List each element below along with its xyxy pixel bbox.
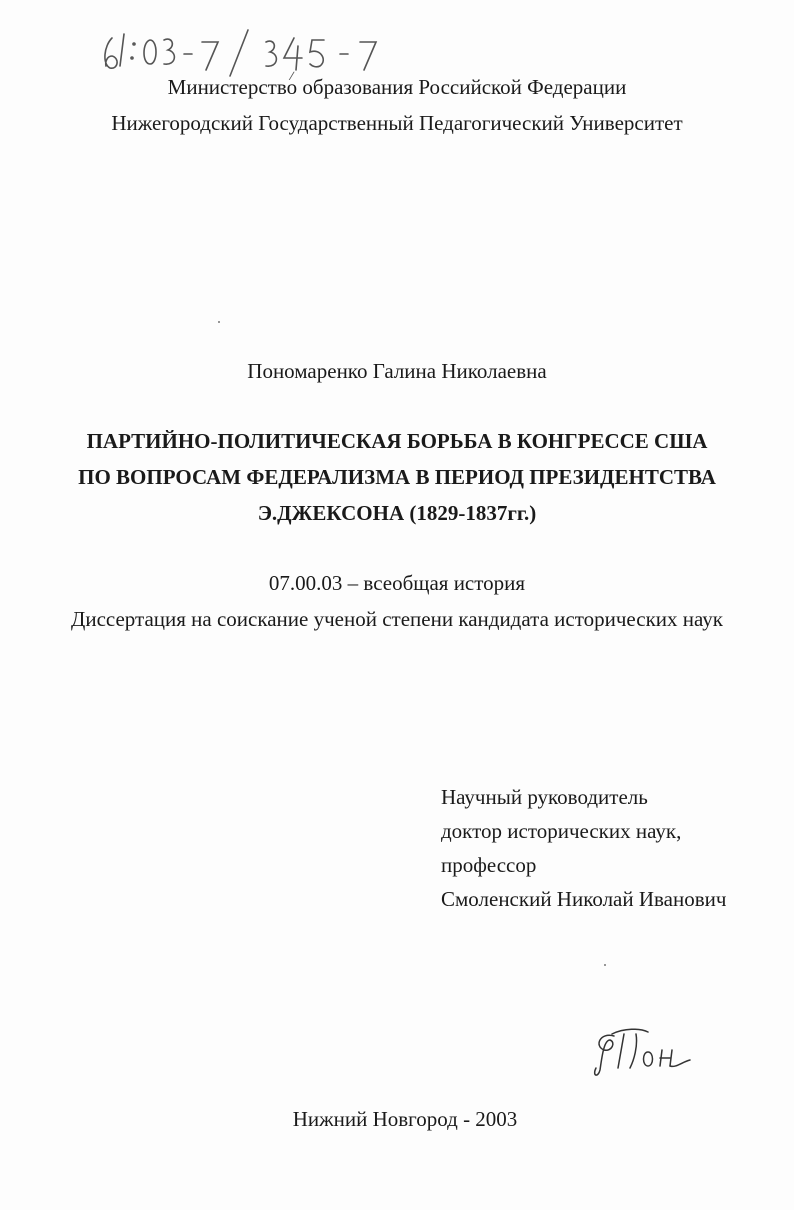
author-name: Пономаренко Галина Николаевна — [247, 359, 547, 383]
supervisor-role: Научный руководитель — [441, 785, 648, 809]
author-signature — [590, 1022, 700, 1087]
paper-speck — [218, 321, 220, 323]
specialty-code: 07.00.03 – всеобщая история — [268, 571, 526, 595]
ministry-header: Министерство образования Российской Федерации — [167, 75, 627, 99]
paper-speck — [604, 964, 606, 966]
title-line-3: Э.ДЖЕКСОНА (1829-1837гг.) — [257, 501, 537, 525]
degree-statement: Диссертация на соискание ученой степени кандидата исторических наук — [71, 607, 723, 631]
supervisor-name: Смоленский Николай Иванович — [441, 887, 727, 911]
university-header: Нижегородский Государственный Педагогический Университет — [111, 111, 683, 135]
supervisor-degree: доктор исторических наук, — [441, 819, 682, 843]
title-line-1: ПАРТИЙНО-ПОЛИТИЧЕСКАЯ БОРЬБА В КОНГРЕССЕ США — [86, 429, 708, 453]
place-and-year: Нижний Новгород - 2003 — [292, 1107, 518, 1131]
supervisor-rank: профессор — [441, 853, 537, 877]
title-line-2: ПО ВОПРОСАМ ФЕДЕРАЛИЗМА В ПЕРИОД ПРЕЗИДЕНТСТВА — [78, 465, 716, 489]
